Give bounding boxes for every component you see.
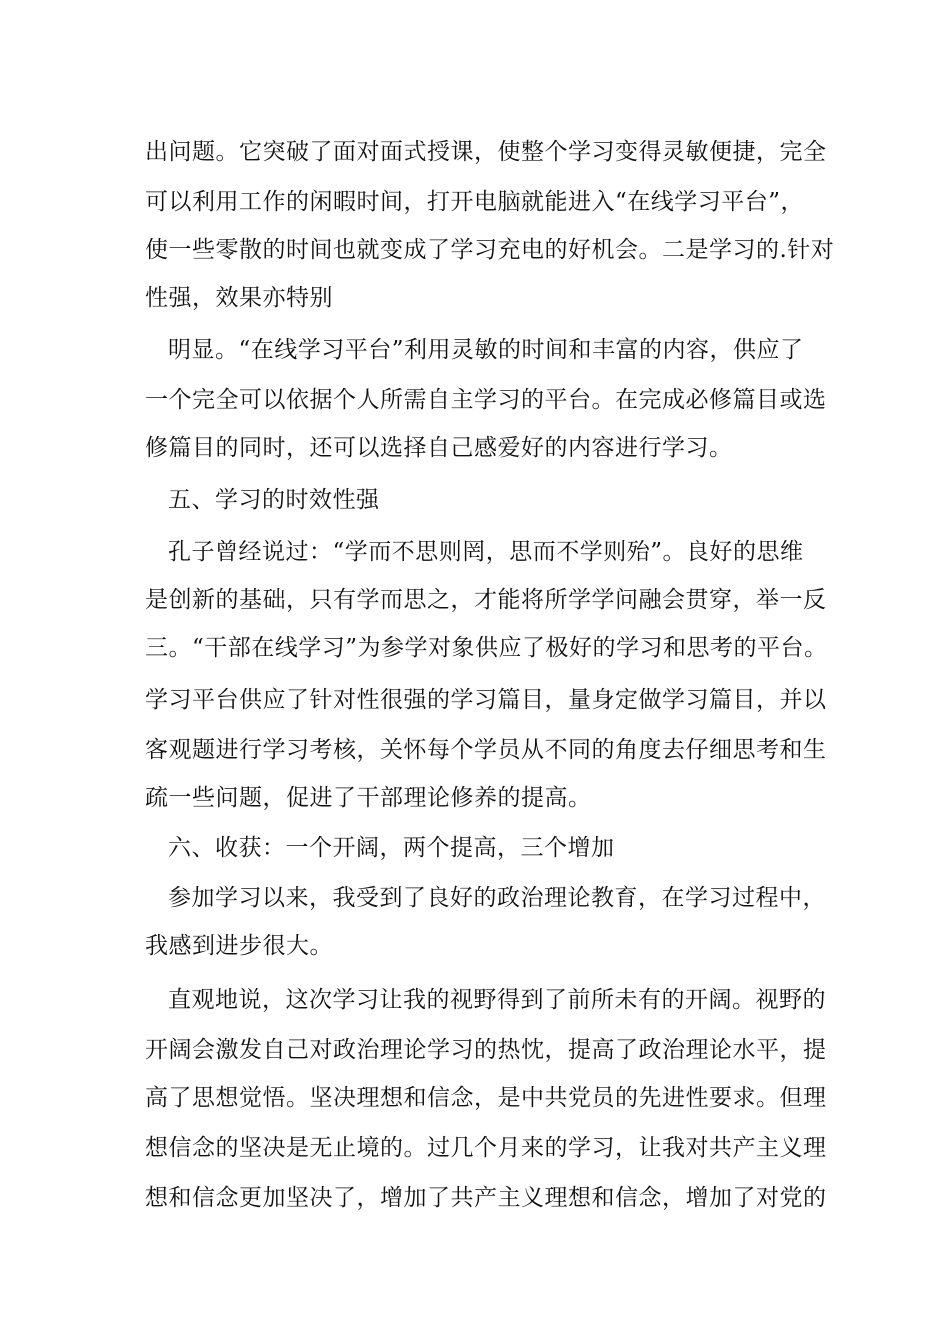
section-heading: 六、收获：一个开阔，两个提高，三个增加: [168, 835, 615, 861]
text-line: 直观地说，这次学习让我的视野得到了前所未有的开阔。视野的: [168, 987, 826, 1013]
text-line: 想信念的坚决是无止境的。过几个月来的学习，让我对共产主义理: [145, 1135, 827, 1161]
text-line: 一个完全可以依据个人所需自主学习的平台。在完成必修篇目或选: [145, 387, 827, 413]
text-line: 可以利用工作的闲暇时间，打开电脑就能进入“在线学习平台”，: [145, 189, 805, 215]
text-line: 孔子曾经说过：“学而不思则罔，思而不学则殆”。良好的思维: [168, 539, 804, 565]
text-line: 是创新的基础，只有学而思之，才能将所学学问融会贯穿，举一反: [145, 587, 827, 613]
text-line: 我感到进步很大。: [145, 933, 333, 959]
text-line: 修篇目的同时，还可以选择自己感爱好的内容进行学习。: [145, 435, 733, 461]
section-heading: 五、学习的时效性强: [168, 487, 380, 513]
text-line: 疏一些问题，促进了干部理论修养的提高。: [145, 785, 592, 811]
text-line: 学习平台供应了针对性很强的学习篇目，量身定做学习篇目，并以: [145, 687, 827, 713]
text-line: 出问题。它突破了面对面式授课，使整个学习变得灵敏便捷，完全: [145, 139, 827, 165]
text-line: 明显。“在线学习平台”利用灵敏的时间和丰富的内容，供应了: [168, 337, 804, 363]
text-line: 使一些零散的时间也就变成了学习充电的好机会。二是学习的.针对: [145, 237, 835, 263]
text-line: 客观题进行学习考核，关怀每个学员从不同的角度去仔细思考和生: [145, 737, 827, 763]
text-line: 参加学习以来，我受到了良好的政治理论教育，在学习过程中，: [168, 885, 826, 911]
text-line: 三。“干部在线学习”为参学对象供应了极好的学习和思考的平台。: [145, 635, 828, 661]
text-line: 想和信念更加坚决了，增加了共产主义理想和信念，增加了对党的: [145, 1185, 827, 1211]
text-line: 高了思想觉悟。坚决理想和信念，是中共党员的先进性要求。但理: [145, 1085, 827, 1111]
text-line: 性强，效果亦特别: [145, 285, 333, 311]
text-line: 开阔会激发自己对政治理论学习的热忱，提高了政治理论水平，提: [145, 1037, 827, 1063]
